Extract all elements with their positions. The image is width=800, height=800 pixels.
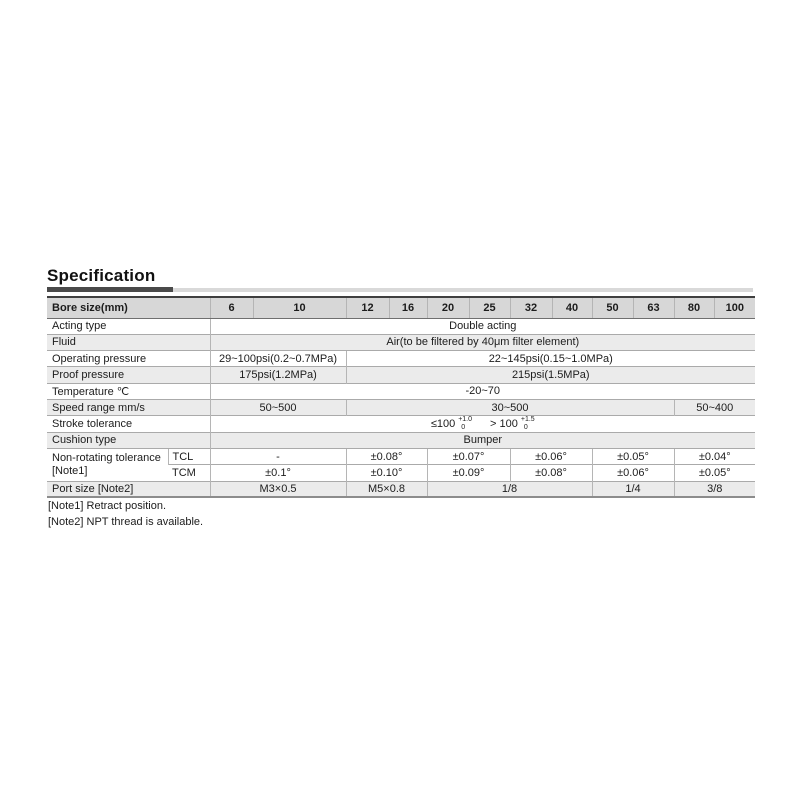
row-operating-pressure [47, 351, 755, 367]
row-port-size-note2-value-4: 3/8 [674, 481, 755, 497]
notes [48, 499, 203, 530]
spec-table [47, 296, 755, 498]
row-tcm-value-1: ±0.10° [346, 465, 427, 481]
row-acting-type-label: Acting type [47, 318, 210, 334]
row-port-size-note2-value-0: M3×0.5 [210, 481, 346, 497]
row-temperature [47, 383, 755, 399]
row-temperature-label: Temperature ℃ [47, 383, 210, 399]
row-port-size-note2-value-1: M5×0.8 [346, 481, 427, 497]
row-port-size-note2-value-3: 1/4 [592, 481, 674, 497]
row-fluid-label: Fluid [47, 334, 210, 350]
row-tcm-value-3: ±0.08° [510, 465, 592, 481]
note-2: [Note2] NPT thread is available. [48, 515, 204, 528]
header-bore-40: 40 [552, 297, 592, 318]
row-tcm-value-2: ±0.09° [427, 465, 510, 481]
row-acting-type [47, 318, 755, 334]
header-bore-100: 100 [714, 297, 755, 318]
header-bore-6: 6 [210, 297, 253, 318]
tolerance-segment: ≤100 +1.0 0 [430, 416, 473, 431]
header-bore-80: 80 [674, 297, 714, 318]
row-speed-range-mm-s-label: Speed range mm/s [47, 399, 210, 415]
row-temperature-value-0: -20~70 [210, 383, 755, 399]
row-tcl-sublabel: TCL [168, 448, 210, 464]
row-proof-pressure-label: Proof pressure [47, 367, 210, 383]
row-tcl-value-5: ±0.04° [674, 448, 755, 464]
title-underline [47, 287, 753, 292]
row-tcl-value-2: ±0.07° [427, 448, 510, 464]
table-header-row [47, 297, 755, 318]
row-tcl-value-3: ±0.06° [510, 448, 592, 464]
header-bore-12: 12 [346, 297, 389, 318]
row-speed-range-mm-s-value-2: 50~400 [674, 399, 755, 415]
row-tcm-value-5: ±0.05° [674, 465, 755, 481]
row-port-size-note2-label: Port size [Note2] [47, 481, 210, 497]
title-underline-dark-segment [47, 287, 173, 292]
row-port-size-note2 [47, 481, 755, 497]
row-fluid [47, 334, 755, 350]
row-stroke-tolerance-value-0 [210, 416, 755, 432]
header-bore-63: 63 [633, 297, 674, 318]
header-bore-10: 10 [253, 297, 346, 318]
row-speed-range-mm-s-value-1: 30~500 [346, 399, 674, 415]
row-tcm-sublabel: TCM [168, 465, 210, 481]
row-proof-pressure [47, 367, 755, 383]
row-tcl-value-0: - [210, 448, 346, 464]
header-bore-16: 16 [389, 297, 427, 318]
row-cushion-type-label: Cushion type [47, 432, 210, 448]
note-1: [Note1] Retract position. [48, 500, 167, 512]
title-underline-light-segment [173, 288, 753, 292]
row-tcl-value-4: ±0.05° [592, 448, 674, 464]
row-operating-pressure-label: Operating pressure [47, 351, 210, 367]
row-operating-pressure-value-0: 29~100psi(0.2~0.7MPa) [210, 351, 346, 367]
section-title: Specification [47, 266, 156, 285]
tolerance-segment: > 100 +1.5 0 [490, 416, 535, 431]
row-tcl-label: Non-rotating tolerance [Note1] [47, 448, 168, 481]
row-fluid-value-0: Air(to be filtered by 40μm filter element) [210, 334, 755, 350]
row-tcm-value-0: ±0.1° [210, 465, 346, 481]
row-speed-range-mm-s-value-0: 50~500 [210, 399, 346, 415]
row-speed-range-mm-s [47, 399, 755, 415]
row-acting-type-value-0: Double acting [210, 318, 755, 334]
row-stroke-tolerance-label: Stroke tolerance [47, 416, 210, 432]
row-proof-pressure-value-1: 215psi(1.5MPa) [346, 367, 755, 383]
header-bore-32: 32 [510, 297, 552, 318]
header-bore-20: 20 [427, 297, 469, 318]
row-cushion-type [47, 432, 755, 448]
row-tcm-value-4: ±0.06° [592, 465, 674, 481]
row-tcl-value-1: ±0.08° [346, 448, 427, 464]
row-tcl [47, 448, 755, 464]
header-bore-25: 25 [469, 297, 510, 318]
row-proof-pressure-value-0: 175psi(1.2MPa) [210, 367, 346, 383]
row-cushion-type-value-0: Bumper [210, 432, 755, 448]
row-port-size-note2-value-2: 1/8 [427, 481, 592, 497]
row-stroke-tolerance [47, 416, 755, 432]
header-bore-size-label: Bore size(mm) [47, 297, 210, 318]
header-bore-50: 50 [592, 297, 633, 318]
row-operating-pressure-value-1: 22~145psi(0.15~1.0MPa) [346, 351, 755, 367]
